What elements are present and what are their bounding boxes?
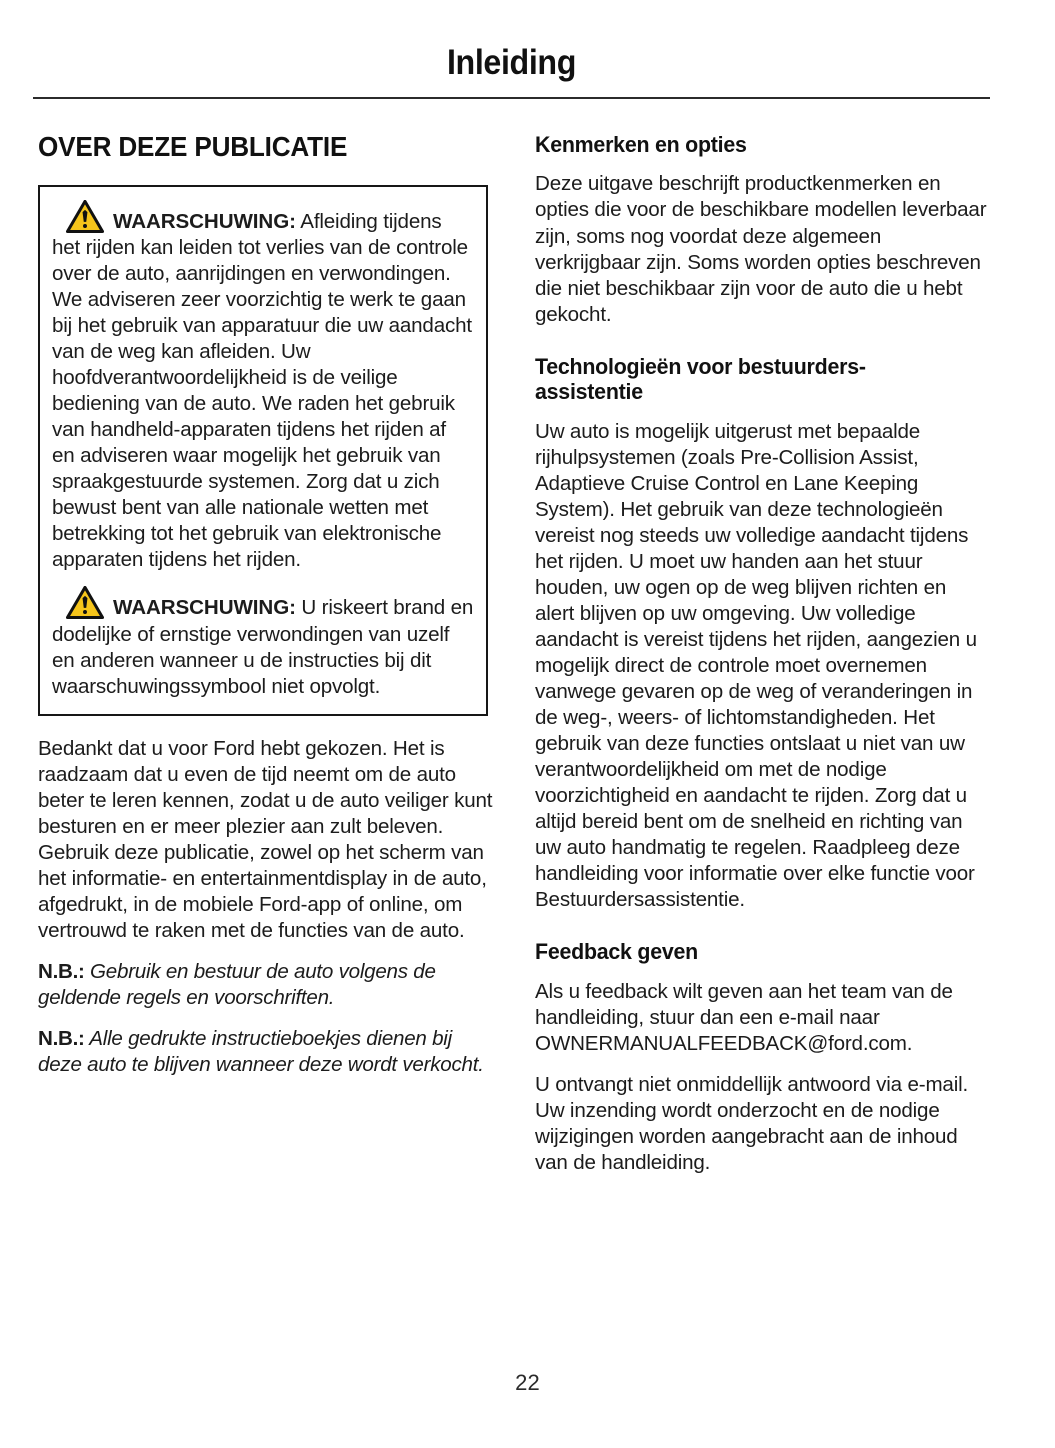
warning-label: WAARSCHUWING:: [113, 596, 296, 620]
warning-triangle-icon: [66, 586, 104, 619]
right-column: [535, 132, 990, 1176]
body-paragraph: Uw auto is mogelijk uitgerust met bepaalde rijhulpsystemen (zoals Pre-Collision Assist, Adaptieve Cruise Control en Lane Keeping System). Het gebruik van deze technologieën vereist nog steeds uw volledige aandacht tijdens het rijden. U moet uw handen aan het stuur houden, uw ogen op de weg blijven richten en alert blijven op uw omgeving. Uw volledige aandacht is vereist tijdens het rijden, aangezien u mogelijk direct de controle moet overnemen vanwege gevaren op de weg of veranderingen in de weg-, weers- of lichtomstandigheden. Het gebruik van deze functies ontslaat u niet van uw verantwoordelijkheid om met de nodige voorzichtigheid en aandacht te rijden. Zorg dat u altijd bereid bent om de snelheid en richting van uw auto handmatig te regelen. Raadpleeg deze handleiding voor informatie over elke functie voor Bestuurdersassistentie.: [535, 419, 977, 912]
warning-label: WAARSCHUWING:: [113, 209, 296, 233]
note-label: N.B.:: [38, 960, 85, 984]
body-paragraph: Deze uitgave beschrijft productkenmerken en opties die voor de beschikbare modellen leverbaar zijn, soms nog voordat deze algemeen verkrijgbaar zijn. Soms worden opties beschreven die niet beschikbaar zijn voor de auto die u hebt gekocht.: [535, 172, 987, 326]
warning-box: [38, 185, 488, 716]
warning-text: U riskeert brand en dodelijke of ernstige verwondingen van uzelf en anderen wanneer u de instructies bij dit waarschuwingssymbool niet opvolgt.: [52, 596, 474, 698]
page-title: OVER DEZE PUBLICATIE: [38, 131, 348, 162]
warning-text: Afleiding tijdens het rijden kan leiden tot verlies van de controle over de auto, aanrijdingen en verwondingen. We adviseren zeer voorzichtig te werk te gaan bij het gebruik van apparatuur die uw aandacht van de weg kan afleiden. Uw hoofdverantwoordelijkheid is de veilige bediening van de auto. We raden het gebruik van handheld-apparaten tijdens het rijden af en adviseren waar mogelijk het gebruik van spraakgestuurde systemen. Zorg dat u zich bewust bent van alle nationale wetten met betrekking tot het gebruik van elektronische apparaten tijdens het rijden.: [52, 209, 472, 572]
body-paragraph: U ontvangt niet onmiddellijk antwoord via e-mail. Uw inzending wordt onderzocht en de nodige wijzigingen worden aangebracht aan de inhoud van de handleiding.: [535, 1073, 969, 1175]
chapter-title: Inleiding: [446, 43, 577, 82]
note-paragraph: [38, 959, 493, 1011]
body-paragraph: Als u feedback wilt geven aan het team van de handleiding, stuur dan een e-mail naar OWNERMANUALFEEDBACK@ford.com.: [535, 979, 953, 1055]
section-heading-technologieen: Technologieën voor bestuurders-assistentie: [535, 353, 866, 405]
page-number: 22: [515, 1370, 540, 1395]
warning-paragraph: [52, 586, 474, 699]
section-heading-feedback: Feedback geven: [535, 939, 698, 965]
warning-triangle-icon: [66, 200, 104, 233]
header-divider: [33, 97, 990, 99]
note-text: Alle gedrukte instructieboekjes dienen bij deze auto te blijven wanneer deze wordt verkocht.: [38, 1027, 484, 1077]
content-columns: [0, 132, 1055, 1312]
warning-paragraph: [52, 200, 474, 574]
page-header: [33, 44, 990, 83]
note-paragraph: [38, 1026, 493, 1078]
note-label: N.B.:: [38, 1027, 85, 1051]
section-heading-kenmerken: Kenmerken en opties: [535, 132, 747, 157]
body-paragraph: Bedankt dat u voor Ford hebt gekozen. Het is raadzaam dat u even de tijd neemt om de auto beter te leren kennen, zodat u de auto veiliger kunt besturen en er meer plezier aan zult beleven. Gebruik deze publicatie, zowel op het scherm van het informatie- en entertainmentdisplay in de auto, afgedrukt, in de mobiele Ford-app of online, om vertrouwd te raken met de functies van de auto.: [38, 736, 493, 942]
note-text: Gebruik en bestuur de auto volgens de geldende regels en voorschriften.: [38, 960, 436, 1010]
left-column: [38, 132, 493, 1093]
